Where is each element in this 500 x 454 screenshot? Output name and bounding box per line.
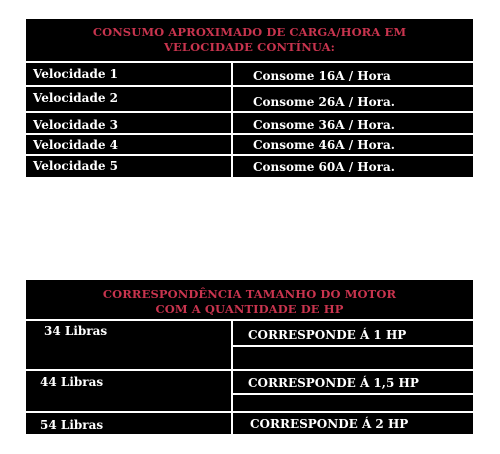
weight-cell-1: 34 Libras — [44, 324, 108, 338]
speed-cell-4: Velocidade 4 — [33, 138, 118, 152]
consumption-header-line1: CONSUMO APROXIMADO DE CARGA/HORA EM — [92, 25, 407, 39]
column-divider — [231, 319, 233, 434]
speed-cell-3: Velocidade 3 — [33, 118, 118, 132]
consumption-cell-5: Consome 60A / Hora. — [253, 160, 395, 174]
consumption-header-line2: VELOCIDADE CONTÍNUA: — [164, 40, 335, 54]
consumption-cell-4: Consome 46A / Hora. — [253, 138, 395, 152]
row-divider — [26, 61, 473, 63]
row-divider — [26, 133, 473, 135]
row-divider — [26, 154, 473, 156]
row-divider — [231, 345, 473, 347]
consumption-table-header — [26, 25, 473, 55]
speed-cell-1: Velocidade 1 — [33, 67, 118, 81]
motor-hp-header-line1: CORRESPONDÊNCIA TAMANHO DO MOTOR — [102, 287, 397, 301]
row-divider — [26, 411, 473, 413]
consumption-table — [25, 18, 474, 178]
row-divider — [26, 111, 473, 113]
consumption-cell-3: Consome 36A / Hora. — [253, 118, 395, 132]
motor-hp-table-header — [26, 287, 473, 317]
motor-hp-header-line2: COM A QUANTIDADE DE HP — [155, 302, 344, 316]
column-divider — [231, 61, 233, 177]
row-divider — [26, 369, 473, 371]
row-divider — [26, 319, 473, 321]
speed-cell-2: Velocidade 2 — [33, 91, 118, 105]
speed-cell-5: Velocidade 5 — [33, 159, 118, 173]
hp-cell-3: CORRESPONDE Á 2 HP — [250, 417, 409, 431]
hp-cell-1: CORRESPONDE Á 1 HP — [248, 328, 407, 342]
weight-cell-2: 44 Libras — [40, 375, 104, 389]
hp-cell-2: CORRESPONDE Á 1,5 HP — [248, 376, 419, 390]
motor-hp-table — [25, 279, 474, 435]
row-divider — [26, 85, 473, 87]
weight-cell-3: 54 Libras — [40, 418, 104, 432]
row-divider — [231, 393, 473, 395]
consumption-cell-2: Consome 26A / Hora. — [253, 95, 395, 109]
consumption-cell-1: Consome 16A / Hora — [253, 69, 391, 83]
